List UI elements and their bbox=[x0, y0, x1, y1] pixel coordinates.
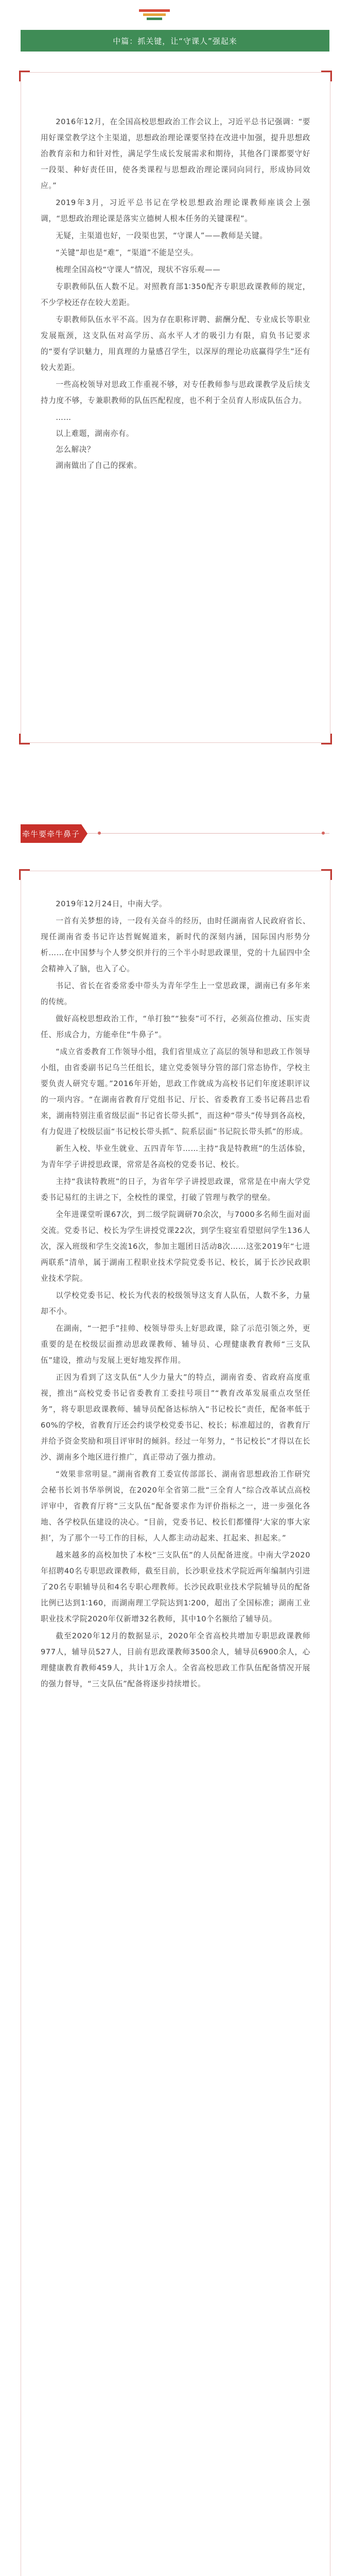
paragraph: 怎么解决？ bbox=[56, 445, 95, 454]
frame-corner bbox=[321, 734, 332, 744]
paragraph: 书记、省长在省委常委中带头为青年学生上一堂思政课，湖南已有多年来的传统。 bbox=[41, 981, 310, 1006]
paragraph: 2016年12月，在全国高校思想政治工作会议上，习近平总书记强调：“要用好课堂教学这个主渠道，思想政治理论课要坚持在改进中加强，提升思想政治教育亲和力和针对性，满足学生成长发展需求和期待，其他各门课都要守好一段渠、种好责任田，使各类课程与思想政治理论课同向同行，形成协同效应。” bbox=[41, 117, 310, 190]
paragraph: 正因为看到了这支队伍“人少力量大”的特点，湖南省委、省政府高度重视，推出“高校党委书记省委教育工委挂号项目”“教育改革发展重点攻坚任务”，将专职思政课教师、辅导员配备达标纳入“书记校长”责任，配备率低于60%的学校，省教育厅还会约谈学校党委书记、校长；标准超过的，省教育厅并给予资金奖励和项目评审时的倾斜。经过一年努力，“书记校长”才得以在长沙、湖南多个地区进行推广，真正带动了强力推动。 bbox=[41, 1373, 310, 1462]
paragraph: “成立省委教育工作领导小组，我们省里成立了高层的领导和思政工作领导小组，由省委副书记乌兰任组长，建立党委领导分管的部门常态协作，学校主要负责人研究专题。”2016年开始，思政工作就成为高校书记们年度述职评议的一项内容。“在湖南省教育厅党组书记、厅长、省委教育工委书记蒋昌忠看来，湖南特别注重省级层面“书记省长带头抓”，而这种“带头”传导到各高校，有力促进了校级层面“书记校长带头抓”、院系层面“书记院长带头抓”的形成。 bbox=[41, 1047, 310, 1136]
section-tag: 牵牛要牵牛鼻子 bbox=[21, 824, 81, 843]
paragraph: 以上难题，湖南亦有。 bbox=[56, 429, 134, 438]
paragraph: 越来越多的高校加快了本校“三支队伍”的人员配备进度。中南大学2020年招聘40名专职思政课教师，截至目前，长沙职业技术学院近两年编制内引进了20名专职辅导员和4名专职心理教师。长沙民政职业技术学院辅导员的配备比例已达到1∶160，而湖南理工学院达到1∶200，超出了全国标准；湖南工业职业技术学院2020年仅新增32名教师，其中10个名额给了辅导员。 bbox=[41, 1551, 310, 1623]
main-frame bbox=[21, 871, 330, 2576]
main-body bbox=[41, 896, 310, 1693]
frame-corner bbox=[321, 71, 332, 81]
paragraph: 截至2020年12月的数据显示，2020年全省高校共增加专职思政课教师977人，辅导员527人，目前有思政课教师3500余人，辅导员6900余人，心理健康教育教师459人，共计1万余人。全省高校思政工作队伍配备情况开展的强力督导，“三支队伍”配备将逐步持续增长。 bbox=[41, 1632, 310, 1688]
section-heading bbox=[21, 818, 329, 849]
paragraph: 全年进课堂听课67次，到二级学院调研70余次，与7000多名师生面对面交流。党委书记、校长为学生讲授党课22次，到学生寝室看望慰问学生136人次，深入班级和学生交流16次，参加主题团日活动8次……这张2019年“七进两联系”清单，属于湖南工程职业技术学院党委书记、校长，属于长沙民政职业技术学院。 bbox=[41, 1210, 310, 1283]
paragraph: 湖南做出了自己的探索。 bbox=[56, 461, 142, 470]
frame-corner bbox=[19, 734, 30, 744]
paragraph: 新生入校、毕业生就业、五四青年节……主持“我是特教班”的生活体验，为青年学子讲授思政课，常常是各高校的党委书记、校长。 bbox=[41, 1144, 310, 1169]
section-banner bbox=[21, 30, 329, 52]
paragraph: 以学校党委书记、校长为代表的校级领导这支育人队伍，人数不多，力量却不小。 bbox=[41, 1291, 310, 1316]
paragraph: …… bbox=[56, 413, 72, 422]
newspaper-logo-icon bbox=[139, 9, 170, 25]
paragraph: 专职教师队伍水平不高。因为存在职称评聘、薪酬分配、专业成长等职业发展瓶颈，这支队伍对高学历、高水平人才的吸引力有限，肩负书记要求的“要有学识魅力，用真理的力量感召学生，以深厚的理论功底赢得学生”还有较大差距。 bbox=[41, 315, 310, 372]
paragraph: 主持“我读特教班”的日子，为省年学子讲授思政课，常常是在中南大学党委书记易红的主讲之下，全校性的课堂，打破了管理与教学的壁垒。 bbox=[41, 1177, 310, 1202]
paragraph: 无疑，主渠道也好，一段渠也罢，“守课人”——教师是关键。 bbox=[56, 231, 268, 240]
paragraph: 梳理全国高校“守课人”情况，现状不容乐观—— bbox=[56, 265, 221, 274]
paragraph: “效果非常明显。”湖南省教育工委宣传部部长、湖南省思想政治工作研究会秘书长刘书华举例说，在2020年全省第二批“三全育人”综合改革试点高校评审中，省教育厅将“三支队伍”配备要求作为评价指标之一，进一步强化各地、各学校队伍建设的决心。“目前，党委书记、校长们都懂得‘大家的事大家担’，为了那个一号工作的目标，人人都主动动起来、扛起来、担起来。” bbox=[41, 1470, 310, 1543]
frame-corner bbox=[19, 869, 30, 880]
paragraph: 一些高校领导对思政工作重视不够，对专任教师参与思政课教学及后续支持力度不够，专兼职教师的队伍匹配程度，也不利于全员育人形成队伍合力。 bbox=[41, 380, 310, 405]
intro-frame bbox=[21, 72, 330, 743]
paragraph: “关键”却也是“难”，“渠道”不能是空头。 bbox=[56, 248, 199, 257]
heading-dot bbox=[322, 832, 325, 835]
paragraph: 一首有关梦想的诗，一段有关奋斗的经历，由时任湖南省人民政府省长、现任湖南省委书记许达哲娓娓道来，新时代的深刻内涵，国际国内形势分析……在中国梦与个人梦交织并行的三个半小时思政课里，党的十九届四中全会精神入了脑，也入了心。 bbox=[41, 917, 310, 973]
intro-body bbox=[41, 114, 310, 473]
banner-title: 中篇：抓关键，让“守课人”强起来 bbox=[113, 36, 237, 46]
paragraph: 2019年3月，习近平总书记在学校思想政治理论课教师座谈会上强调，“思想政治理论课是落实立德树人根本任务的关键课程”。 bbox=[41, 198, 310, 223]
paragraph: 在湖南，“一把手”挂帅、校领导带头上好思政课，除了示范引领之外，更重要的是在校级层面推动思政课教师、辅导员、心理健康教育教师“三支队伍”建设，推动与发展上更好地发挥作用。 bbox=[41, 1324, 310, 1365]
paragraph: 2019年12月24日，中南大学。 bbox=[56, 900, 167, 908]
frame-corner bbox=[321, 869, 332, 880]
frame-corner bbox=[19, 71, 30, 81]
paragraph: 专职教师队伍人数不足。对照教育部1∶350配齐专职思政课教师的规定，不少学校还存在较大差距。 bbox=[41, 282, 310, 307]
heading-dot bbox=[98, 832, 101, 835]
paragraph: 做好高校思想政治工作，“单打独”“独奏”可不行，必须高位推动、压实责任、形成合力，方能牵住“牛鼻子”。 bbox=[41, 1014, 310, 1039]
